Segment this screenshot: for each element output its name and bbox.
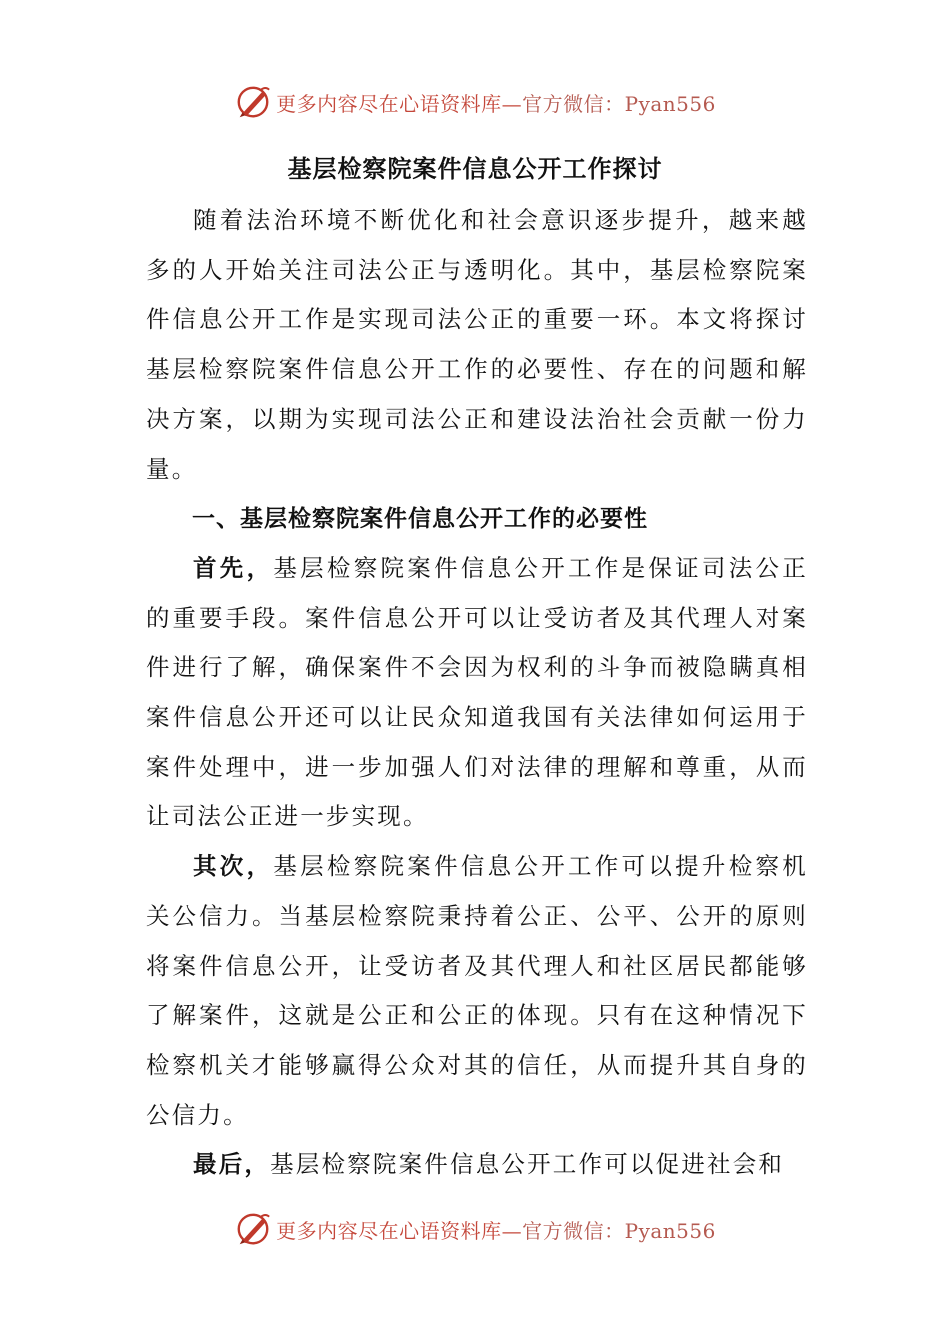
document-title: 基层检察院案件信息公开工作探讨 xyxy=(287,154,663,183)
banner-main-text: 更多内容尽在心语资料库— xyxy=(276,1218,523,1243)
intro-paragraph: 随着法治环境不断优化和社会意识逐步提升，越来越多的人开始关注司法公正与透明化。其中，基层检察院案件信息公开工作是实现司法公正的重要一环。本文将探讨基层检察院案件信息公开工作的必要性、存在的问题和解决方案，以期为实现司法公正和建设法治社会贡献一份力量。 xyxy=(146,206,808,483)
paragraph-lead: 首先， xyxy=(193,553,274,582)
document-body xyxy=(146,196,808,1190)
paragraph-text: 基层检察院案件信息公开工作可以提升检察机关公信力。当基层检察院秉持着公正、公平、公开的原则将案件信息公开，让受访者及其代理人和社区居民都能够了解案件，这就是公正和公正的体现。只有在这种情况下检察机关才能够赢得公众对其的信任，从而提升其自身的公信力。 xyxy=(146,852,808,1129)
footer-banner xyxy=(0,1207,950,1251)
paragraph-text: 基层检察院案件信息公开工作可以促进社会和 xyxy=(270,1150,785,1179)
paragraph-lead: 最后， xyxy=(193,1150,271,1179)
banner-wechat-text: 官方微信：Pyan556 xyxy=(522,1218,716,1243)
banner-wechat-text: 官方微信：Pyan556 xyxy=(522,91,716,116)
paragraph-text: 基层检察院案件信息公开工作是保证司法公正的重要手段。案件信息公开可以让受访者及其代理人对案件进行了解，确保案件不会因为权利的斗争而被隐瞒真相案件信息公开还可以让民众知道我国有关法律如何运用于案件处理中，进一步加强人们对法律的理解和尊重，从而让司法公正进一步实现。 xyxy=(146,553,808,831)
paragraph-second xyxy=(146,842,808,1140)
paragraph-first xyxy=(146,544,808,842)
pen-logo-icon xyxy=(234,1210,272,1248)
section-heading: 一、基层检察院案件信息公开工作的必要性 xyxy=(192,505,648,533)
banner-main-text: 更多内容尽在心语资料库— xyxy=(276,91,523,116)
pen-logo-icon xyxy=(234,83,272,121)
paragraph-last xyxy=(146,1140,808,1190)
header-banner xyxy=(0,80,950,124)
paragraph-lead: 其次， xyxy=(193,852,274,881)
